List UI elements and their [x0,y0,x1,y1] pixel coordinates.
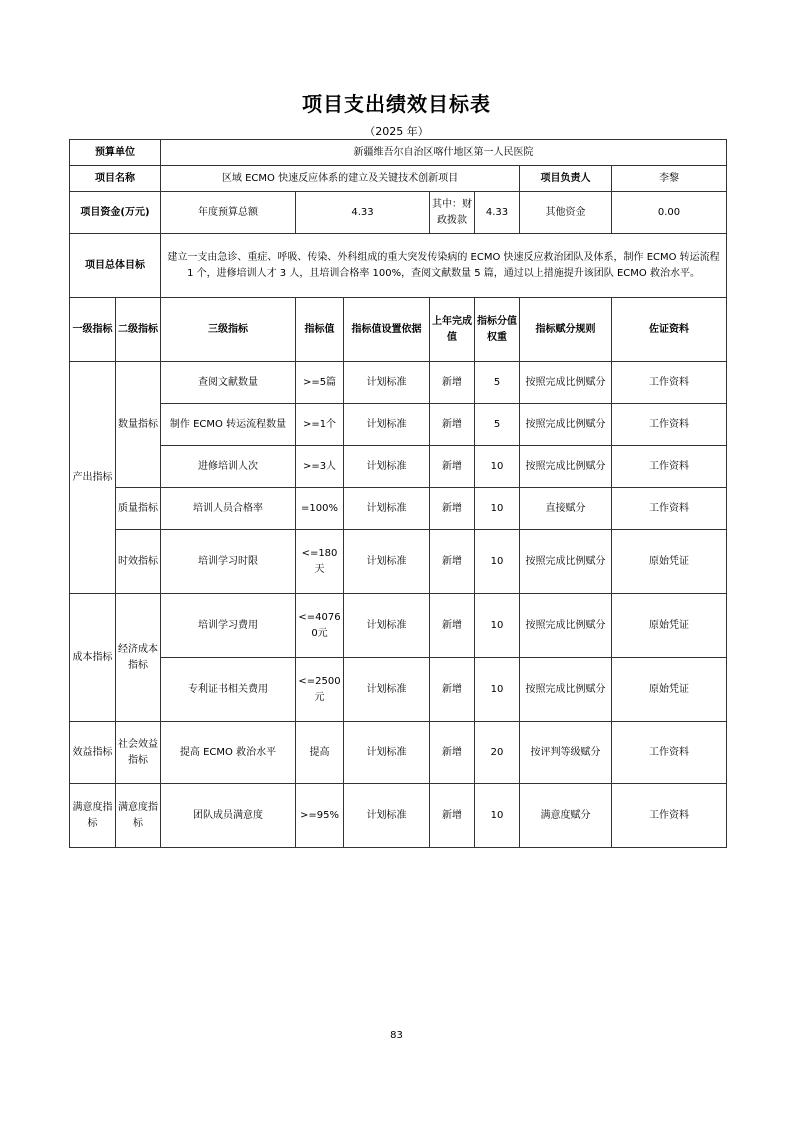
row-last: 新增 [430,362,475,404]
row-value: <=180天 [296,530,344,594]
annual-budget-value: 4.33 [296,192,430,234]
other-funds-cell [520,192,612,234]
row-weight: 5 [475,404,520,446]
other-funds-label: 其他资金 [545,206,586,218]
row-rule: 按照完成比例赋分 [520,658,612,722]
row-basis: 计划标准 [344,594,430,658]
header-row [70,298,727,362]
row-value: 提高 [296,722,344,784]
goal-text: 建立一支由急诊、重症、呼吸、传染、外科组成的重大突发传染病的 ECMO 快速反应救治团队及体系，制作 ECMO 转运流程 1 个，进修培训人才 3 人，且培训合格率 100%，查阅文献数量 5 篇，通过以上措施提升该团队 ECMO 救治水平。 [161,234,727,298]
l1-output: 产出指标 [70,362,116,594]
funds-label: 项目资金(万元) [70,192,161,234]
header-l1: 一级指标 [70,298,116,362]
row-evidence: 工作资料 [612,446,727,488]
l2-social: 社会效益指标 [116,722,161,784]
row-weight: 20 [475,722,520,784]
row-basis: 计划标准 [344,784,430,848]
row-weight: 10 [475,658,520,722]
row-weight: 10 [475,446,520,488]
header-value: 指标值 [296,298,344,362]
header-l2: 二级指标 [116,298,161,362]
row-basis: 计划标准 [344,404,430,446]
l2-quality: 质量指标 [116,488,161,530]
row-weight: 5 [475,362,520,404]
row-evidence: 工作资料 [612,362,727,404]
project-label: 项目名称 [70,166,161,192]
row-weight: 10 [475,784,520,848]
row-basis: 计划标准 [344,722,430,784]
row-rule: 按照完成比例赋分 [520,594,612,658]
unit-label: 预算单位 [70,140,161,166]
table-row [70,404,727,446]
row-basis: 计划标准 [344,488,430,530]
project-value: 区域 ECMO 快速反应体系的建立及关键技术创新项目 [161,166,520,192]
row-basis: 计划标准 [344,362,430,404]
performance-target-table [69,139,727,848]
row-l3: 培训学习时限 [161,530,296,594]
row-last: 新增 [430,722,475,784]
l1-benefit: 效益指标 [70,722,116,784]
row-last: 新增 [430,658,475,722]
row-last: 新增 [430,530,475,594]
l2-economic: 经济成本指标 [116,594,161,722]
l2-satisfaction: 满意度指标 [116,784,161,848]
other-funds-value: 0.00 [612,192,727,234]
table-row [70,594,727,658]
row-l3: 提高 ECMO 救治水平 [161,722,296,784]
row-rule: 按照完成比例赋分 [520,362,612,404]
unit-row [70,140,727,166]
row-evidence: 工作资料 [612,404,727,446]
page-number: 83 [390,1030,403,1041]
goal-row [70,234,727,298]
row-rule: 按照完成比例赋分 [520,530,612,594]
table-row [70,488,727,530]
row-weight: 10 [475,530,520,594]
row-rule: 按照完成比例赋分 [520,446,612,488]
row-value: <=40760元 [296,594,344,658]
table-row [70,530,727,594]
annual-budget-label: 年度预算总额 [161,192,296,234]
row-value: >=95% [296,784,344,848]
l1-cost: 成本指标 [70,594,116,722]
row-evidence: 原始凭证 [612,658,727,722]
row-l3: 制作 ECMO 转运流程数量 [161,404,296,446]
row-l3: 专利证书相关费用 [161,658,296,722]
page-title: 项目支出绩效目标表 [302,92,491,116]
table-row [70,446,727,488]
header-last: 上年完成值 [430,298,475,362]
row-evidence: 工作资料 [612,722,727,784]
row-value: >=5篇 [296,362,344,404]
row-last: 新增 [430,784,475,848]
row-l3: 查阅文献数量 [161,362,296,404]
table-row [70,658,727,722]
row-rule: 满意度赋分 [520,784,612,848]
row-evidence: 工作资料 [612,488,727,530]
row-l3: 团队成员满意度 [161,784,296,848]
row-evidence: 原始凭证 [612,594,727,658]
row-weight: 10 [475,488,520,530]
header-basis: 指标值设置依据 [344,298,430,362]
manager-label: 项目负责人 [520,166,612,192]
row-basis: 计划标准 [344,446,430,488]
header-l3: 三级指标 [161,298,296,362]
row-last: 新增 [430,594,475,658]
fiscal-allocation-value: 4.33 [475,192,520,234]
table-row [70,784,727,848]
row-last: 新增 [430,404,475,446]
unit-value: 新疆维吾尔自治区喀什地区第一人民医院 [161,140,727,166]
row-l3: 进修培训人次 [161,446,296,488]
row-basis: 计划标准 [344,530,430,594]
row-evidence: 工作资料 [612,784,727,848]
l1-satisfaction: 满意度指标 [70,784,116,848]
table-row [70,362,727,404]
row-basis: 计划标准 [344,658,430,722]
row-l3: 培训学习费用 [161,594,296,658]
funds-row [70,192,727,234]
row-rule: 按照完成比例赋分 [520,404,612,446]
goal-label: 项目总体目标 [70,234,161,298]
table-row [70,722,727,784]
row-evidence: 原始凭证 [612,530,727,594]
l2-quantity: 数量指标 [116,362,161,488]
project-row [70,166,727,192]
fiscal-allocation-label: 其中：财政拨款 [430,192,475,234]
l2-timeliness: 时效指标 [116,530,161,594]
row-value: <=2500元 [296,658,344,722]
row-weight: 10 [475,594,520,658]
header-rule: 指标赋分规则 [520,298,612,362]
row-l3: 培训人员合格率 [161,488,296,530]
row-rule: 按评判等级赋分 [520,722,612,784]
row-rule: 直接赋分 [520,488,612,530]
manager-value: 李黎 [612,166,727,192]
row-last: 新增 [430,446,475,488]
row-value: =100% [296,488,344,530]
row-value: >=1个 [296,404,344,446]
header-weight: 指标分值权重 [475,298,520,362]
year-label: （2025 年） [364,125,429,138]
row-last: 新增 [430,488,475,530]
row-value: >=3人 [296,446,344,488]
header-evidence: 佐证资料 [612,298,727,362]
